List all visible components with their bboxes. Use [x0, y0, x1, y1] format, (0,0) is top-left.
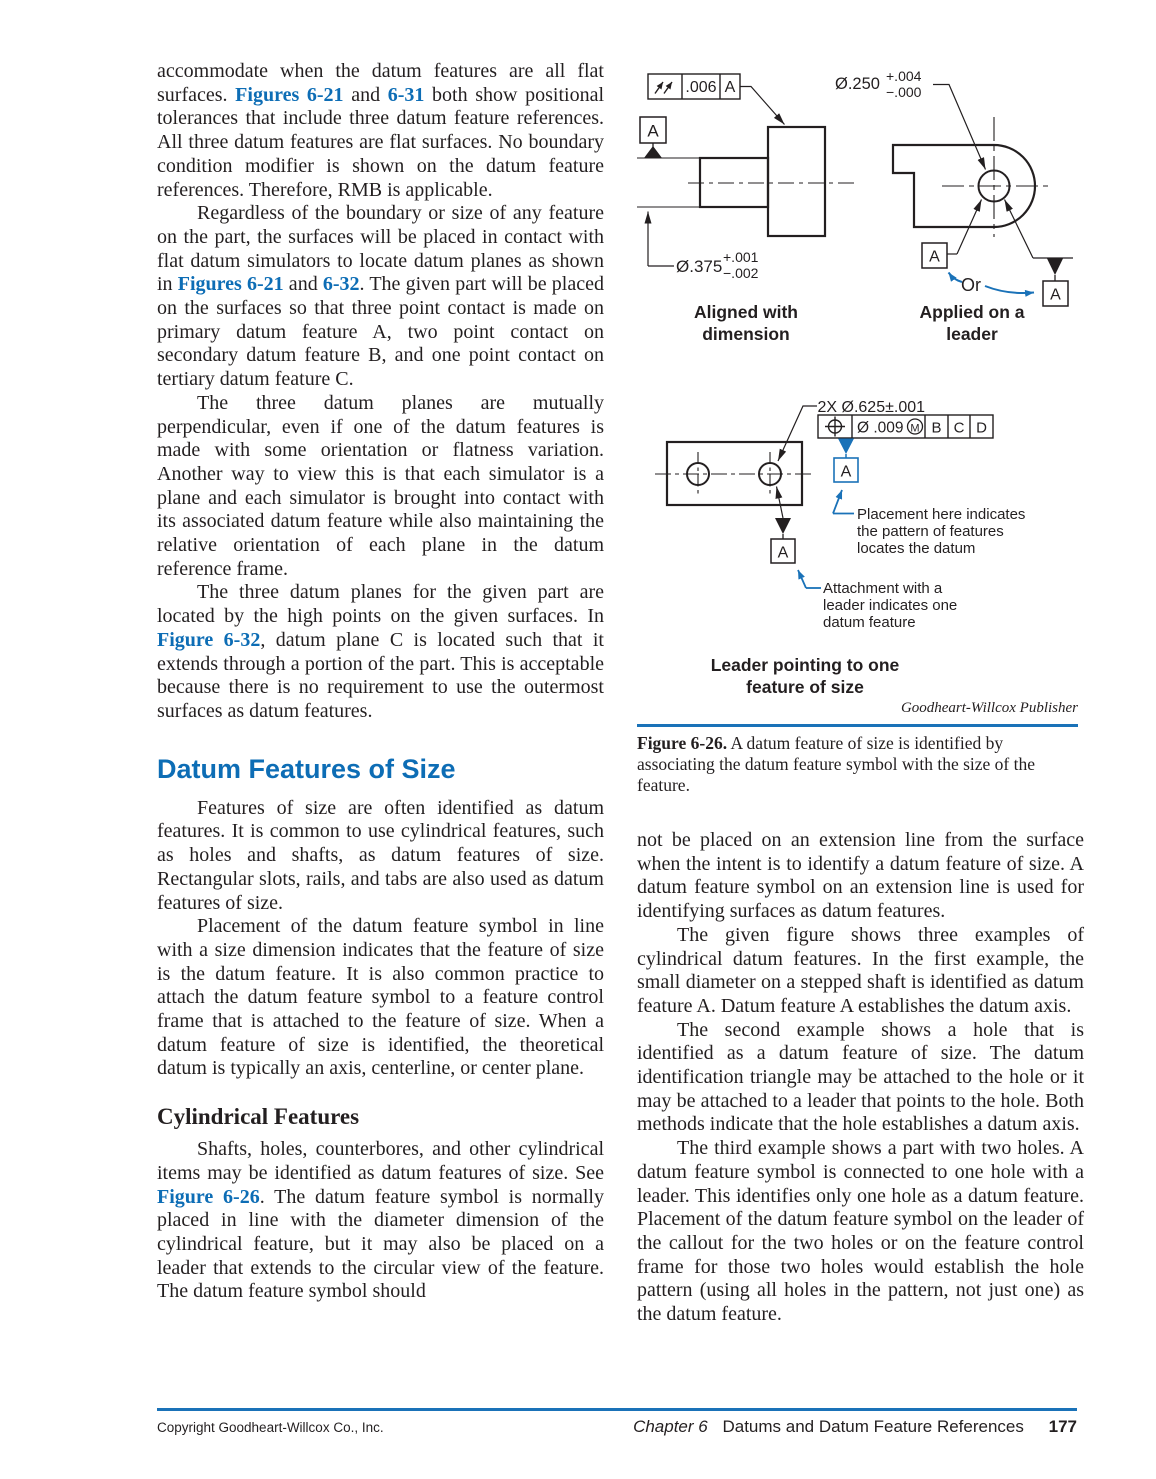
text-segment: and [283, 273, 323, 296]
example-label: leader [946, 324, 998, 344]
footer-copyright: Copyright Goodheart-Willcox Co., Inc. [157, 1420, 384, 1435]
diameter-dimension: Ø.250 [835, 75, 880, 93]
example2-hole-part [893, 85, 1073, 307]
text-segment: The three datum planes are mutually perpendicular, even if one of the datum features is made with some orientation or flatness variation. Another way to view this is that each simulator is a plane and each simulator is brought into contact with its associated datum feature while also maintaining the relative orientation of each plane in the datum reference frame. [157, 391, 604, 580]
example1-text [647, 79, 798, 344]
example2-text [835, 68, 1061, 344]
paragraph [157, 915, 604, 1081]
or-arrow-left [949, 273, 963, 283]
total-runout-icon [655, 82, 672, 94]
text-segment: not be placed on an extension line from the surface when the intent is to identify a datum feature of size. A datum feature symbol on an extension line is used for identifying surfaces as datum features. [637, 829, 1084, 923]
figure-6-26-drawing [630, 40, 1100, 700]
example-label: Applied on a [919, 302, 1025, 322]
caption-label: Figure 6-26. [637, 733, 728, 753]
datum-triangle-icon [838, 439, 854, 455]
text-segment: A datum feature of size is identified by associating the datum feature symbol with the size of the feature. [637, 733, 1036, 795]
footer-chapter-info [400, 1417, 1077, 1437]
chapter-title: Datums and Datum Feature References [722, 1417, 1024, 1436]
position-icon [825, 417, 845, 437]
fcf-datum-ref: D [976, 419, 987, 437]
datum-letter-blue: A [840, 463, 852, 481]
caption-rule [637, 724, 1078, 727]
tolerance-minus: −.002 [723, 265, 759, 281]
annotation-line: Attachment with a [823, 580, 943, 597]
paragraph [157, 392, 604, 582]
hole-callout: 2X Ø.625±.001 [817, 399, 926, 416]
shaft-large-diameter [768, 127, 825, 236]
tolerance-minus: −.000 [886, 84, 922, 100]
figure-reference-link[interactable]: Figures 6-21 [177, 273, 284, 296]
chapter-label: Chapter 6 [633, 1417, 708, 1436]
datum-letter: A [1050, 286, 1061, 304]
paragraph [637, 1019, 1084, 1138]
paragraph [157, 202, 604, 392]
example1-stepped-shaft [637, 74, 856, 266]
text-segment: The given figure shows three examples of cylindrical datum features. In the first example, the small diameter on a stepped shaft is identified as datum feature A. Datum feature A establishes the datum axis. [637, 923, 1084, 1017]
or-label: Or [961, 275, 981, 295]
paragraph [637, 829, 1084, 924]
figure-reference-link[interactable]: 6-32 [322, 273, 360, 296]
paragraph [157, 797, 604, 916]
right-column [637, 829, 1084, 1327]
text-segment: The three datum planes for the given part are located by the high points on the given surfaces. In [157, 581, 604, 628]
text-segment: Shafts, holes, counterbores, and other cylindrical items may be identified as datum features of size. See [157, 1138, 604, 1184]
figure-reference-link[interactable]: Figure 6-32 [157, 628, 261, 651]
annotation-line: datum feature [823, 614, 916, 631]
datum-letter: A [647, 121, 659, 141]
datum-feature-symbol-with-triangle [1005, 200, 1074, 307]
fcf-datum-ref: B [931, 419, 942, 437]
paragraph [157, 60, 604, 202]
datum-triangle-icon [1047, 259, 1063, 276]
text-segment: , datum plane C is located such that it extends through a portion of the part. This is acceptable because there is no requirement to use the outermost surfaces as datum features. [157, 628, 604, 722]
example-label: Leader pointing to one [710, 655, 900, 675]
text-segment: Placement of the datum feature symbol in line with a size dimension indicates that the feature of size is the datum feature. It is also common practice to attach the datum feature symbol to a feature control frame that is attached to the feature of size. When a datum feature of size is identified, the theoretical datum is typically an axis, centerline, or center plane. [157, 915, 604, 1080]
text-segment: Regardless of the boundary or size of any feature on the part, the surfaces will be placed in contact with flat datum simulators to locate datum planes as shown in [157, 202, 604, 296]
datum-triangle-icon [775, 518, 791, 534]
section-heading: Datum Features of Size [157, 753, 456, 784]
datum-letter: A [777, 544, 789, 562]
fcf-tolerance: Ø .009 [857, 419, 904, 437]
fcf-datum-ref: C [953, 419, 965, 437]
paragraph [157, 581, 604, 723]
text-segment: Features of size are often identified as datum features. It is common to use cylindrical features, such as holes and shafts, as datum features of size. Rectangular slots, rails, and tabs are also used as datum features of size. [157, 796, 604, 914]
subsection-heading: Cylindrical Features [157, 1104, 360, 1130]
text-segment: . The datum feature symbol is normally placed in line with the diameter dimension of the cylindrical feature, but it may also be placed on a leader that extends to the circular view of the feature. The datum feature symbol should [157, 1185, 604, 1303]
example-label: Aligned with [693, 302, 799, 322]
text-segment: The third example shows a part with two holes. A datum feature symbol is connected to one hole with a leader. This identifies only one hole as a datum feature. Placement of the datum feature symbol on the leader of the callout for the two holes or on the feature control frame for those two holes would establish the hole pattern (using all holes in the pattern, not just one) as the datum feature. [637, 1137, 1084, 1326]
example3-two-hole-part [655, 406, 993, 588]
paragraph [157, 1138, 604, 1304]
datum-triangle-icon [644, 146, 662, 158]
annotation-line: locates the datum [857, 540, 976, 557]
text-segment: . The given part will be placed on the surfaces so that three point contact is made on primary datum feature A, two point contact on secondary datum feature B, and one point contact on tertiary datum feature C. [157, 273, 604, 391]
annotation-line: leader indicates one [823, 597, 958, 614]
text-segment: and [343, 83, 388, 106]
figure-credit: Goodheart-Willcox Publisher [900, 700, 1078, 716]
note1-leader [833, 490, 854, 514]
figure-reference-link[interactable]: Figure 6-26 [157, 1185, 260, 1208]
figure-reference-link[interactable]: 6-31 [387, 83, 425, 106]
datum-letter: A [929, 248, 940, 266]
left-column [157, 60, 604, 1304]
tolerance-plus: +.004 [886, 68, 922, 84]
text-segment: accommodate when the datum features are all flat surfaces. [157, 60, 604, 106]
figure-caption [637, 733, 1083, 796]
footer-rule [157, 1408, 1077, 1411]
paragraph [637, 1137, 1084, 1327]
diameter-dimension: Ø.375 [676, 257, 723, 276]
feature-control-frame [818, 415, 993, 438]
note2-leader [798, 570, 821, 588]
page-number: 177 [1048, 1417, 1077, 1436]
example-label: feature of size [746, 677, 864, 697]
text-segment: The second example shows a hole that is identified as a datum feature of size. The datum identification triangle may be attached to the hole or it may be attached to a leader that points to the hole. Both methods indicate that the hole establishes a datum axis. [637, 1018, 1084, 1136]
or-arrow-right [985, 286, 1034, 293]
tolerance-plus: +.001 [723, 249, 759, 265]
callout-leader [778, 406, 817, 461]
annotation-line: Placement here indicates [857, 506, 1026, 523]
example3-text [711, 399, 1026, 697]
dimension-leader [933, 85, 986, 170]
text-segment: both show positional tolerances that include three datum feature references. All three datum features are flat surfaces. No boundary condition modifier is shown on the datum feature references. Therefore, RMB is applicable. [157, 83, 605, 201]
paragraph [637, 924, 1084, 1019]
annotation-line: the pattern of features [857, 523, 1004, 540]
fcf-tolerance: .006 [685, 79, 717, 96]
example-label: dimension [702, 324, 790, 344]
figure-reference-link[interactable]: Figures 6-21 [235, 83, 344, 106]
mmc-modifier-letter: M [910, 422, 920, 435]
fcf-datum-ref: A [724, 79, 736, 96]
fcf-leader [740, 87, 785, 125]
